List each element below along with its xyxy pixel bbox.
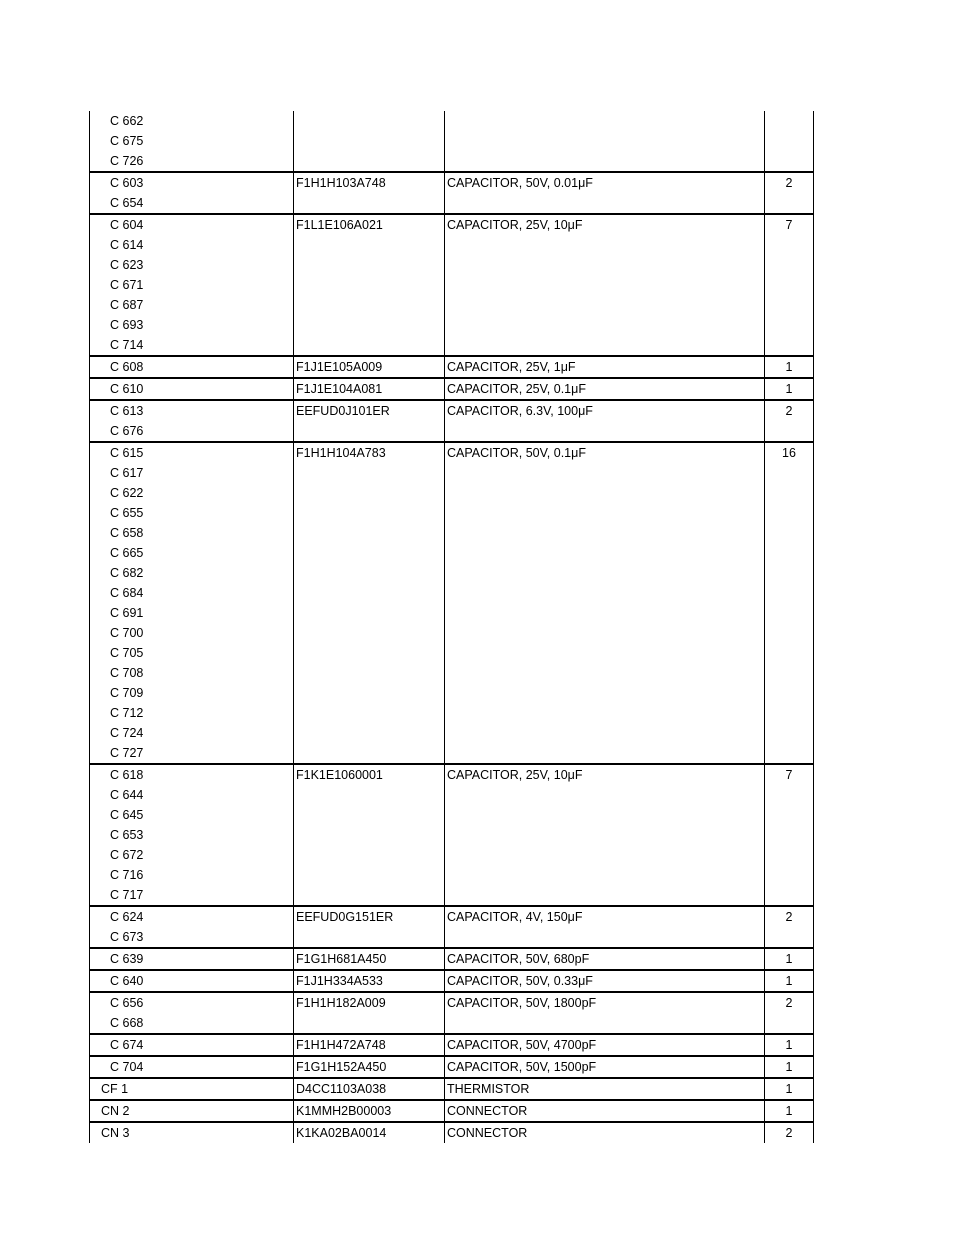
reference-designator: C 684 (110, 586, 144, 600)
part-number-cell (293, 401, 444, 441)
quantity: 2 (785, 910, 793, 924)
reference-designator: C 610 (110, 382, 144, 396)
part-number: F1J1E104A081 (296, 382, 383, 396)
quantity: 1 (785, 1060, 793, 1074)
part-description (445, 111, 765, 131)
quantity: 7 (785, 768, 793, 782)
quantity-cell (764, 1101, 814, 1121)
quantity-cell (764, 401, 814, 441)
table-row (89, 1035, 814, 1057)
quantity: 1 (785, 974, 793, 988)
table-row (89, 379, 814, 401)
part-description: CAPACITOR, 50V, 1800pF (447, 996, 597, 1010)
quantity: 2 (785, 1126, 793, 1140)
table-row (89, 401, 814, 443)
quantity-cell (764, 379, 814, 399)
part-description-cell (444, 111, 765, 171)
part-number-cell (293, 111, 444, 171)
quantity-cell (764, 993, 814, 1033)
quantity-cell (764, 971, 814, 991)
part-description: CAPACITOR, 50V, 1500pF (447, 1060, 597, 1074)
reference-designator: C 622 (110, 486, 144, 500)
part-number-cell (293, 907, 444, 947)
quantity: 1 (785, 1038, 793, 1052)
part-description: CAPACITOR, 25V, 0.1μF (447, 382, 586, 396)
quantity: 1 (785, 360, 793, 374)
part-number: F1L1E106A021 (296, 218, 383, 232)
part-description-cell (444, 215, 765, 355)
reference-designator: C 676 (110, 424, 144, 438)
reference-designator: C 674 (110, 1038, 144, 1052)
table-row (89, 173, 814, 215)
part-description: CONNECTOR (447, 1126, 528, 1140)
quantity: 2 (785, 996, 793, 1010)
table-row (89, 357, 814, 379)
part-number-cell (293, 357, 444, 377)
part-number: D4CC1103A038 (296, 1082, 387, 1096)
part-description-cell (444, 1057, 765, 1077)
reference-designator: C 645 (110, 808, 144, 822)
reference-designator: C 672 (110, 848, 144, 862)
part-number: F1G1H681A450 (296, 952, 387, 966)
part-number-cell (293, 993, 444, 1033)
reference-designator: C 714 (110, 338, 144, 352)
reference-designator: C 671 (110, 278, 144, 292)
part-description-cell (444, 401, 765, 441)
reference-designator: C 700 (110, 626, 144, 640)
part-description: CAPACITOR, 50V, 4700pF (447, 1038, 597, 1052)
table-row (89, 993, 814, 1035)
quantity-cell (764, 1123, 814, 1143)
part-number: F1H1H472A748 (296, 1038, 386, 1052)
reference-designator: C 639 (110, 952, 144, 966)
part-number-cell (293, 949, 444, 969)
quantity: 16 (782, 446, 796, 460)
reference-designator: C 623 (110, 258, 144, 272)
reference-designator: C 615 (110, 446, 144, 460)
quantity: 1 (785, 952, 793, 966)
part-number-cell (293, 1123, 444, 1143)
part-description: THERMISTOR (447, 1082, 530, 1096)
part-number: K1MMH2B00003 (296, 1104, 392, 1118)
reference-designator: C 691 (110, 606, 144, 620)
part-number-cell (293, 215, 444, 355)
quantity-cell (764, 765, 814, 905)
part-number-cell (293, 1079, 444, 1099)
part-description: CAPACITOR, 6.3V, 100μF (447, 404, 593, 418)
part-number: F1H1H182A009 (296, 996, 386, 1010)
reference-designator: CN 3 (101, 1126, 130, 1140)
reference-designator: C 708 (110, 666, 144, 680)
reference-designator: C 673 (110, 930, 144, 944)
part-number: EEFUD0J101ER (296, 404, 390, 418)
table-row (89, 949, 814, 971)
reference-designator: C 705 (110, 646, 144, 660)
part-description-cell (444, 443, 765, 763)
quantity-cell (764, 907, 814, 947)
reference-designator: C 727 (110, 746, 144, 760)
reference-designator: C 656 (110, 996, 144, 1010)
table-row (89, 1057, 814, 1079)
part-description-cell (444, 1123, 765, 1143)
part-number-cell (293, 971, 444, 991)
table-row (89, 215, 814, 357)
quantity-cell (764, 1079, 814, 1099)
reference-designator: C 662 (110, 114, 144, 128)
reference-designator: C 693 (110, 318, 144, 332)
quantity-cell (764, 1035, 814, 1055)
part-number-cell (293, 173, 444, 213)
quantity-cell (764, 443, 814, 763)
reference-designator: C 603 (110, 176, 144, 190)
part-number-cell (293, 1101, 444, 1121)
part-description-cell (444, 1101, 765, 1121)
table-row (89, 111, 814, 173)
part-number-cell (293, 1035, 444, 1055)
quantity: 1 (785, 1082, 793, 1096)
table-row (89, 907, 814, 949)
part-number-cell (293, 765, 444, 905)
quantity-cell (764, 949, 814, 969)
quantity: 2 (785, 404, 793, 418)
reference-designator: C 726 (110, 154, 144, 168)
part-description: CAPACITOR, 25V, 1μF (447, 360, 576, 374)
reference-designator: C 716 (110, 868, 144, 882)
part-number: F1J1E105A009 (296, 360, 383, 374)
part-number: F1G1H152A450 (296, 1060, 387, 1074)
reference-designator: C 675 (110, 134, 144, 148)
reference-designator: C 682 (110, 566, 144, 580)
reference-designator: C 665 (110, 546, 144, 560)
part-number-cell (293, 1057, 444, 1077)
reference-designator: C 653 (110, 828, 144, 842)
part-number: F1H1H103A748 (296, 176, 386, 190)
part-description: CONNECTOR (447, 1104, 528, 1118)
reference-designator: C 613 (110, 404, 144, 418)
reference-designator: C 608 (110, 360, 144, 374)
quantity: 7 (785, 218, 793, 232)
part-description-cell (444, 993, 765, 1033)
quantity-cell (764, 173, 814, 213)
part-description: CAPACITOR, 25V, 10μF (447, 218, 583, 232)
quantity-cell (764, 215, 814, 355)
quantity-cell (764, 1057, 814, 1077)
part-number: K1KA02BA0014 (296, 1126, 387, 1140)
part-number: F1H1H104A783 (296, 446, 386, 460)
reference-designator: C 712 (110, 706, 144, 720)
quantity: 1 (785, 382, 793, 396)
table-row (89, 765, 814, 907)
table-row (89, 1079, 814, 1101)
part-description-cell (444, 907, 765, 947)
reference-designator: C 654 (110, 196, 144, 210)
quantity: 2 (785, 176, 793, 190)
part-number-cell (293, 443, 444, 763)
quantity-cell (764, 357, 814, 377)
reference-designator: C 704 (110, 1060, 144, 1074)
table-row (89, 1101, 814, 1123)
reference-designator: C 618 (110, 768, 144, 782)
part-number: EEFUD0G151ER (296, 910, 394, 924)
part-number (294, 111, 444, 131)
reference-designator: CF 1 (101, 1082, 129, 1096)
reference-designator: C 709 (110, 686, 144, 700)
table-row (89, 1123, 814, 1143)
reference-designator: CN 2 (101, 1104, 130, 1118)
part-number-cell (293, 379, 444, 399)
reference-designator: C 614 (110, 238, 144, 252)
part-description-cell (444, 765, 765, 905)
quantity: 1 (785, 1104, 793, 1118)
part-description: CAPACITOR, 50V, 680pF (447, 952, 590, 966)
parts-list-table (89, 111, 814, 1143)
part-description-cell (444, 971, 765, 991)
reference-designator: C 624 (110, 910, 144, 924)
quantity-cell (764, 111, 814, 171)
part-description: CAPACITOR, 50V, 0.33μF (447, 974, 593, 988)
reference-designator: C 655 (110, 506, 144, 520)
part-description: CAPACITOR, 25V, 10μF (447, 768, 583, 782)
quantity (765, 111, 813, 131)
part-description: CAPACITOR, 50V, 0.01μF (447, 176, 593, 190)
reference-designator: C 604 (110, 218, 144, 232)
part-description-cell (444, 173, 765, 213)
part-description-cell (444, 379, 765, 399)
reference-designator: C 617 (110, 466, 144, 480)
part-description: CAPACITOR, 50V, 0.1μF (447, 446, 586, 460)
part-description-cell (444, 357, 765, 377)
reference-designator: C 640 (110, 974, 144, 988)
table-row (89, 971, 814, 993)
reference-designator: C 644 (110, 788, 144, 802)
table-row (89, 443, 814, 765)
part-description-cell (444, 1035, 765, 1055)
reference-designator: C 668 (110, 1016, 144, 1030)
part-description: CAPACITOR, 4V, 150μF (447, 910, 583, 924)
reference-designator: C 658 (110, 526, 144, 540)
reference-designator: C 717 (110, 888, 144, 902)
part-description-cell (444, 949, 765, 969)
reference-designator: C 724 (110, 726, 144, 740)
part-number: F1K1E1060001 (296, 768, 383, 782)
part-description-cell (444, 1079, 765, 1099)
part-number: F1J1H334A533 (296, 974, 383, 988)
reference-designator: C 687 (110, 298, 144, 312)
